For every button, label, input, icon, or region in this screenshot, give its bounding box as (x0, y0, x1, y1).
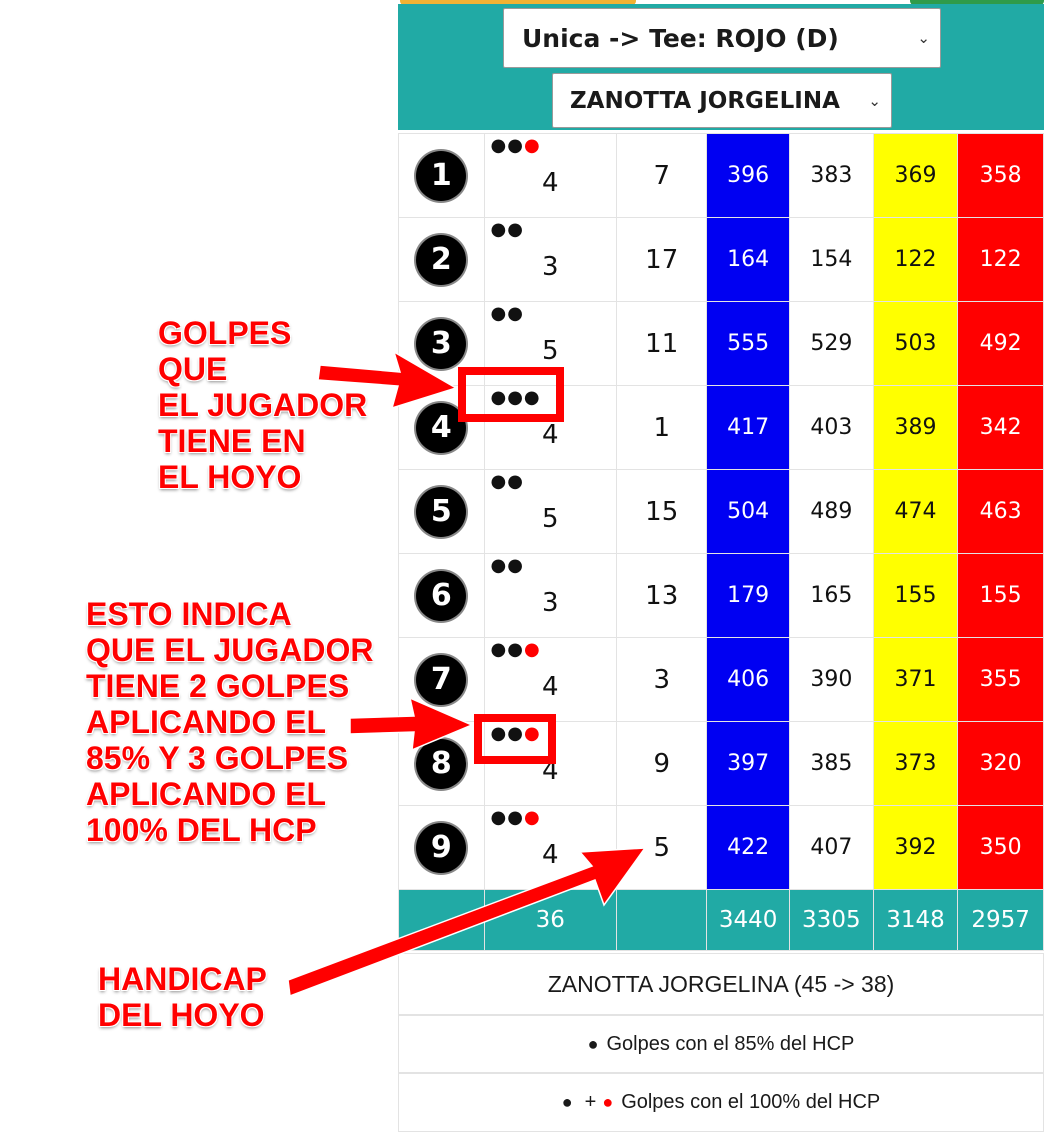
red-dot-icon: ● (523, 723, 541, 744)
hole-distance-blue: 422 (707, 806, 790, 890)
hole-handicap: 15 (617, 470, 707, 554)
hole-number-icon: 7 (416, 655, 466, 705)
hole-distance-red: 320 (958, 722, 1044, 806)
hole-handicap: 3 (617, 638, 707, 722)
hole-distance-yellow: 503 (873, 302, 958, 386)
red-dot-icon: ● (523, 135, 541, 156)
hole-number-icon: 4 (416, 403, 466, 453)
hole-distance-blue: 179 (707, 554, 790, 638)
hole-handicap: 7 (617, 134, 707, 218)
hole-par: 5 (542, 335, 559, 366)
hole-distance-yellow: 474 (873, 470, 958, 554)
hole-handicap: 11 (617, 302, 707, 386)
hole-par: 4 (542, 755, 559, 786)
hole-distance-yellow: 122 (873, 218, 958, 302)
hole-distance-yellow: 155 (873, 554, 958, 638)
dot-icon: ● (561, 1092, 573, 1112)
hole-handicap: 1 (617, 386, 707, 470)
dot-icon: ●● (490, 639, 524, 660)
hole-distance-red: 350 (958, 806, 1044, 890)
hole-distance-blue: 417 (707, 386, 790, 470)
hole-handicap: 9 (617, 722, 707, 806)
hole-distance-white: 390 (790, 638, 874, 722)
player-handicap-info: ZANOTTA JORGELINA (45 -> 38) (398, 953, 1044, 1015)
hole-number-icon: 3 (416, 319, 466, 369)
hole-par: 4 (542, 671, 559, 702)
hole-distance-red: 358 (958, 134, 1044, 218)
hole-handicap: 17 (617, 218, 707, 302)
annotation-esto-indica: ESTO INDICA QUE EL JUGADOR TIENE 2 GOLPES APLICANDO EL 85% Y 3 GOLPES APLICANDO EL 100% DEL HCP (86, 596, 374, 848)
hole-number-icon: 5 (416, 487, 466, 537)
hole-distance-red: 492 (958, 302, 1044, 386)
hole-distance-white: 407 (790, 806, 874, 890)
player-select-value: ZANOTTA JORGELINA (570, 87, 840, 114)
hole-number-icon: 8 (416, 739, 466, 789)
hole-distance-yellow: 392 (873, 806, 958, 890)
dot-icon: ●● (490, 555, 524, 576)
hole-distance-blue: 164 (707, 218, 790, 302)
hole-distance-red: 463 (958, 470, 1044, 554)
hole-distance-red: 155 (958, 554, 1044, 638)
hole-distance-white: 385 (790, 722, 874, 806)
hole-distance-white: 154 (790, 218, 874, 302)
hole-distance-white: 383 (790, 134, 874, 218)
hole-distance-white: 529 (790, 302, 874, 386)
dot-icon: ●● (490, 135, 524, 156)
hole-distance-white: 165 (790, 554, 874, 638)
hole-distance-yellow: 389 (873, 386, 958, 470)
hole-par: 3 (542, 587, 559, 618)
hole-par: 4 (542, 167, 559, 198)
hole-number-icon: 1 (416, 151, 466, 201)
arrow-handicap (288, 848, 645, 996)
legend-85-text: Golpes con el 85% del HCP (606, 1032, 855, 1055)
chevron-down-icon: ⌄ (917, 29, 930, 47)
dot-icon: ●● (490, 723, 524, 744)
hole-distance-blue: 397 (707, 722, 790, 806)
legend-100-text: Golpes con el 100% del HCP (621, 1091, 881, 1113)
total-red: 2957 (958, 890, 1044, 951)
hole-number-icon: 6 (416, 571, 466, 621)
total-blue: 3440 (707, 890, 790, 951)
dot-icon: ●● (490, 303, 524, 324)
hole-handicap: 5 (617, 806, 707, 890)
hole-par: 5 (542, 503, 559, 534)
hole-distance-yellow: 373 (873, 722, 958, 806)
hole-par: 3 (542, 251, 559, 282)
hole-handicap: 13 (617, 554, 707, 638)
hole-distance-red: 342 (958, 386, 1044, 470)
red-dot-icon: ● (523, 639, 541, 660)
total-yellow: 3148 (873, 890, 958, 951)
hole-distance-yellow: 369 (873, 134, 958, 218)
hole-distance-red: 355 (958, 638, 1044, 722)
hole-distance-blue: 504 (707, 470, 790, 554)
hole-distance-yellow: 371 (873, 638, 958, 722)
chevron-down-icon: ⌄ (868, 91, 881, 110)
total-par: 36 (484, 890, 617, 951)
tee-select-value: Unica -> Tee: ROJO (D) (522, 23, 839, 53)
dot-icon: ● (587, 1033, 599, 1054)
hole-distance-white: 403 (790, 386, 874, 470)
dot-icon: ●● (490, 471, 524, 492)
red-dot-icon: ● (602, 1092, 614, 1112)
red-dot-icon: ● (523, 807, 541, 828)
hole-distance-white: 489 (790, 470, 874, 554)
hole-distance-blue: 406 (707, 638, 790, 722)
dot-icon: ●● (490, 807, 524, 828)
hole-par: 4 (542, 839, 559, 870)
total-white: 3305 (790, 890, 874, 951)
hole-distance-blue: 555 (707, 302, 790, 386)
legend-plus: + (584, 1091, 597, 1113)
hole-distance-blue: 396 (707, 134, 790, 218)
hole-distance-red: 122 (958, 218, 1044, 302)
dot-icon: ●●● (490, 387, 541, 408)
annotation-handicap: HANDICAP DEL HOYO (98, 961, 267, 1033)
hole-par: 4 (542, 419, 559, 450)
hole-number-icon: 9 (416, 823, 466, 873)
dot-icon: ●● (490, 219, 524, 240)
hole-number-icon: 2 (416, 235, 466, 285)
annotation-golpes: GOLPES QUE EL JUGADOR TIENE EN EL HOYO (158, 315, 368, 495)
